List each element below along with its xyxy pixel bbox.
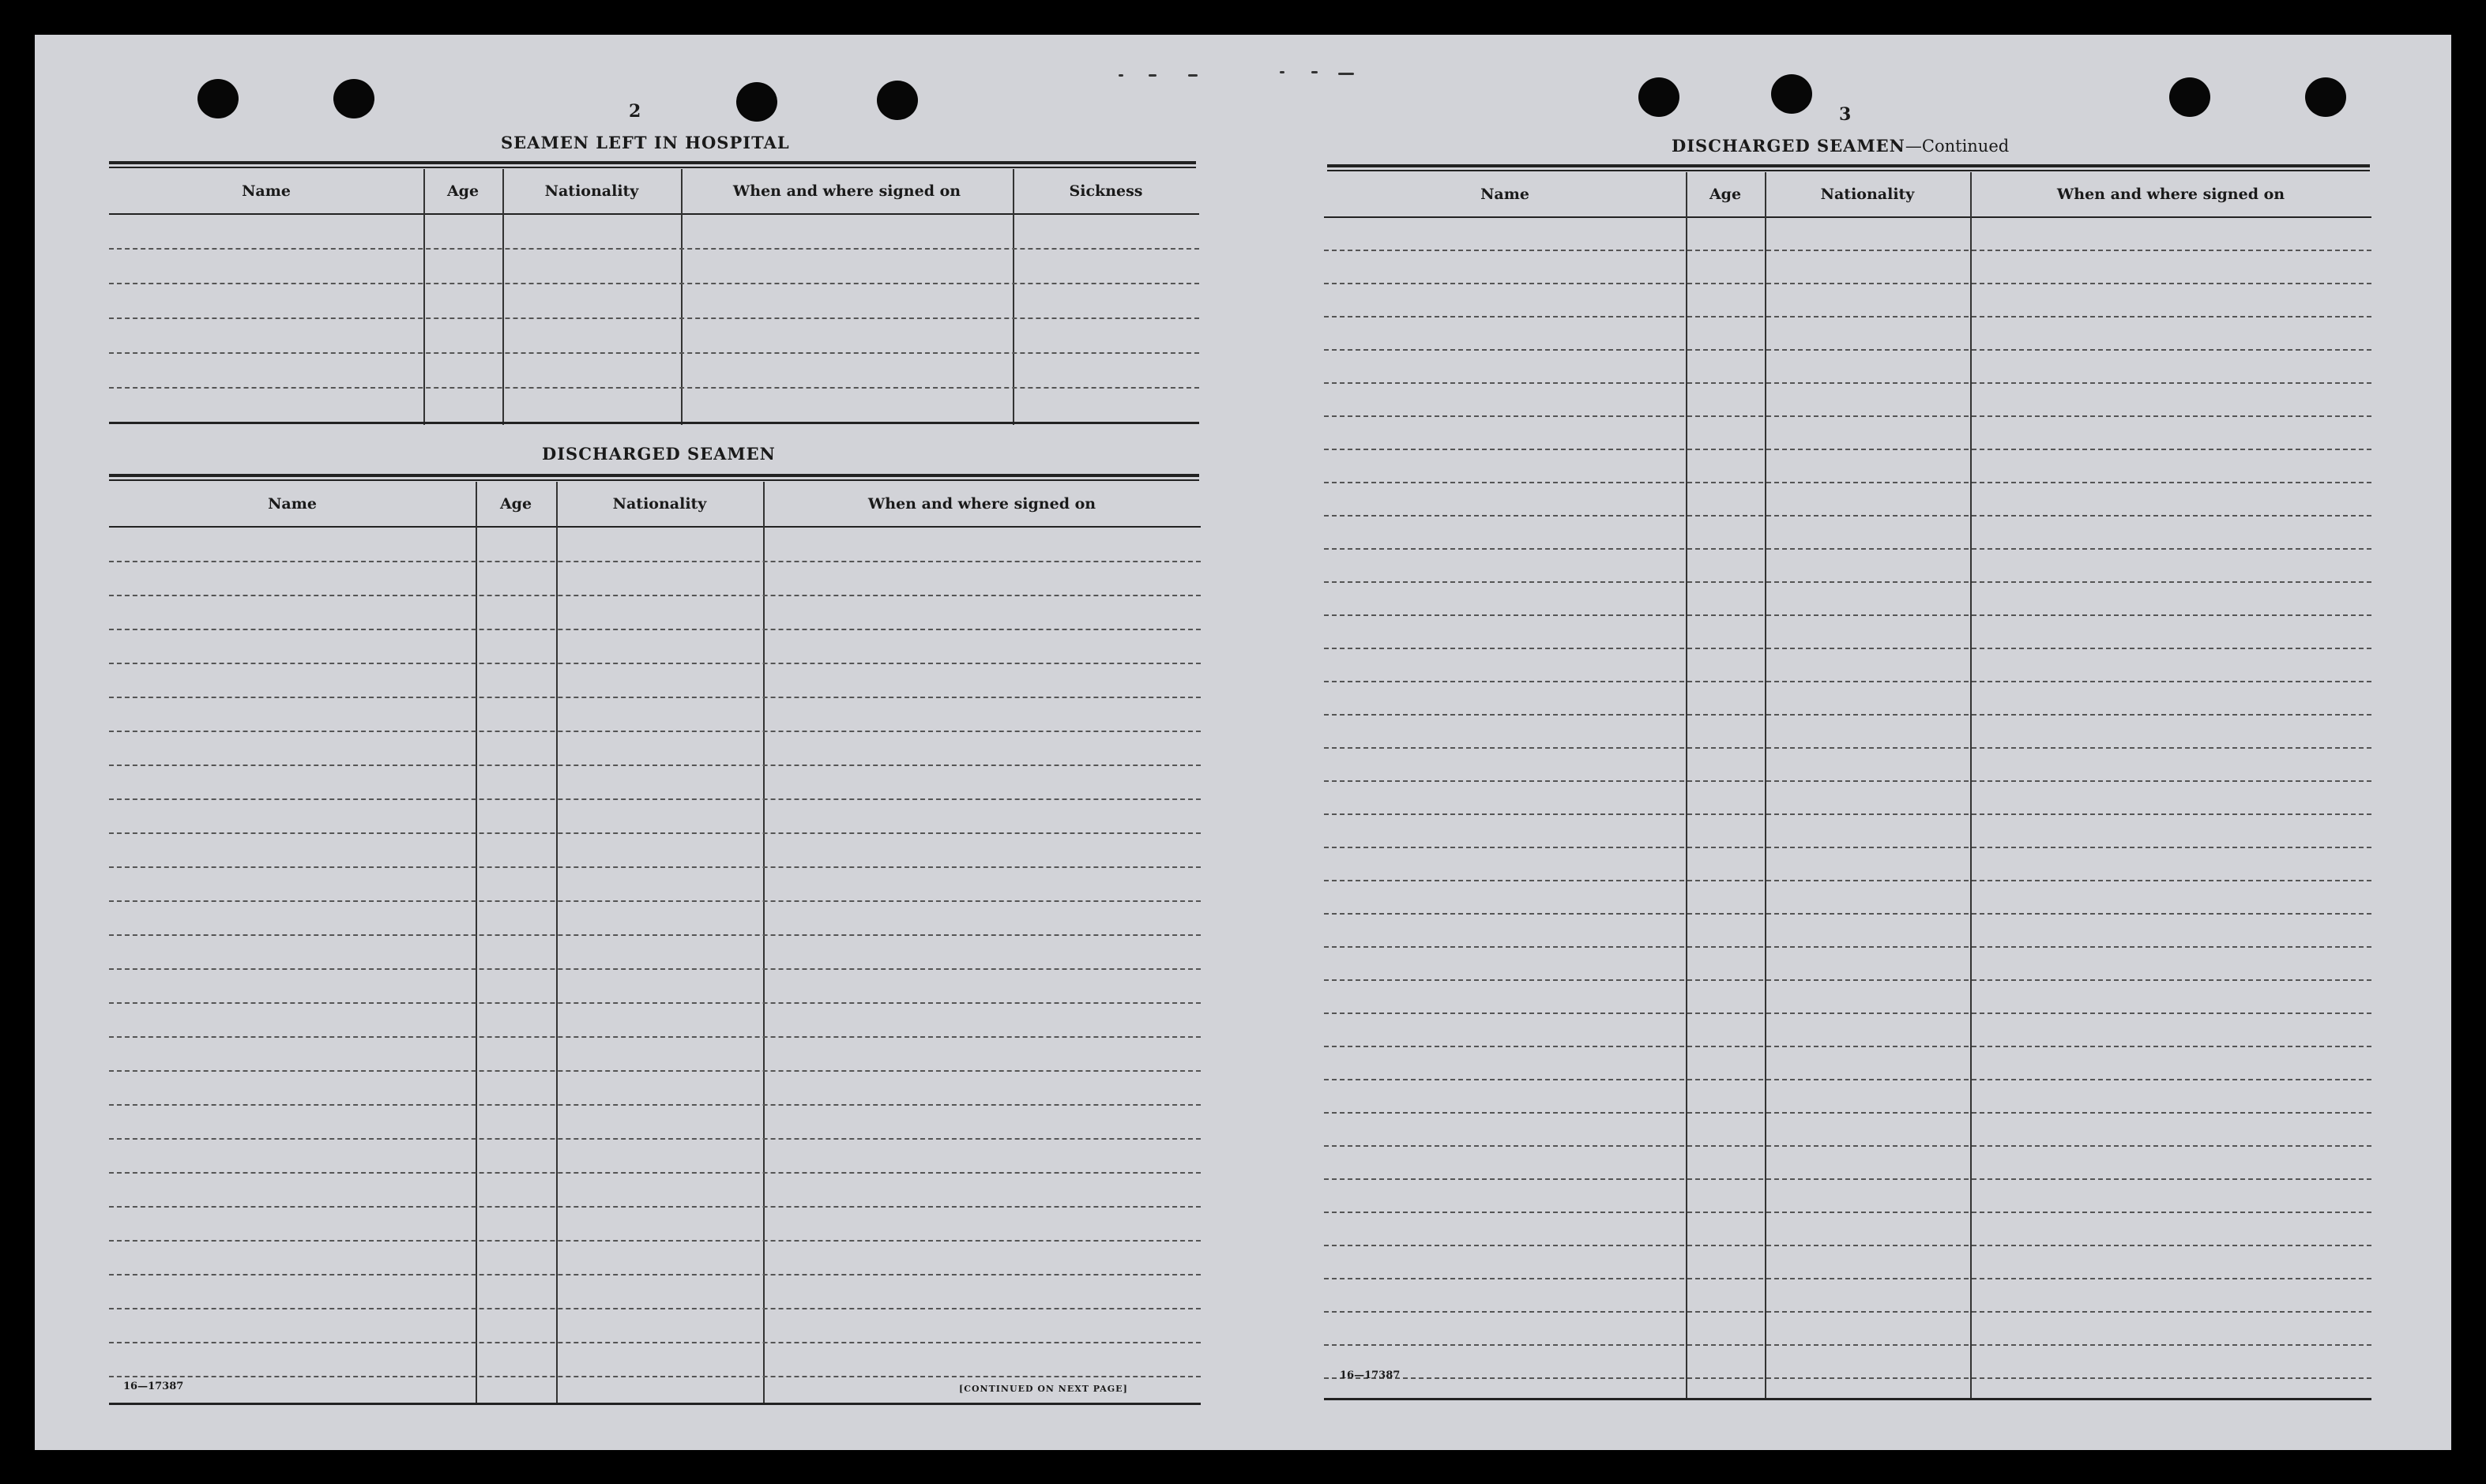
table-row (109, 595, 1201, 596)
section-rule (109, 161, 1196, 168)
table-row (1324, 648, 2371, 649)
table-row (109, 1206, 1201, 1208)
table-bottom-rule (1324, 1398, 2371, 1400)
table-row (1324, 482, 2371, 483)
table-row (1324, 1145, 2371, 1147)
column-divider (1686, 172, 1687, 1398)
discharged-continued-table (1324, 172, 2371, 1401)
table-row (1324, 449, 2371, 450)
table-row (1324, 1046, 2371, 1047)
column-divider (1765, 172, 1766, 1398)
punch-hole (736, 82, 777, 122)
table-row (109, 866, 1201, 868)
column-divider (763, 482, 765, 1403)
table-row (1324, 382, 2371, 384)
table-row (1324, 747, 2371, 749)
table-row (109, 1308, 1201, 1309)
column-header-sickness: Sickness (1069, 182, 1143, 200)
section-rule (1327, 164, 2370, 171)
table-row (1324, 979, 2371, 981)
table-row (109, 1002, 1201, 1004)
table-row (1324, 946, 2371, 948)
section-title-text: DISCHARGED SEAMEN (1672, 136, 1905, 156)
ink-mark (1311, 71, 1318, 73)
table-row (1324, 1377, 2371, 1379)
table-row (109, 1138, 1201, 1140)
table-header (1324, 172, 2371, 218)
table-row (1324, 847, 2371, 848)
continued-note: [CONTINUED ON NEXT PAGE] (959, 1384, 1128, 1394)
column-divider (1970, 172, 1972, 1398)
column-divider (476, 482, 477, 1403)
column-header-signed-on: When and where signed on (2056, 186, 2285, 203)
table-row (1324, 283, 2371, 284)
ink-mark (1119, 74, 1123, 77)
table-row (1324, 515, 2371, 517)
table-row (109, 934, 1201, 936)
table-bottom-rule (109, 1403, 1201, 1405)
discharged-section-title: DISCHARGED SEAMEN (542, 444, 776, 464)
table-row (109, 629, 1201, 630)
table-row (109, 765, 1201, 766)
form-number: 16—17387 (123, 1381, 184, 1392)
table-row (1324, 581, 2371, 583)
table-row (1324, 349, 2371, 351)
column-header-age: Age (1709, 186, 1742, 203)
column-header-nationality: Nationality (544, 182, 639, 200)
table-row (1324, 415, 2371, 417)
punch-hole (333, 79, 374, 118)
table-bottom-rule (109, 422, 1199, 424)
hospital-table (109, 169, 1199, 425)
table-row (1324, 548, 2371, 550)
table-row (1324, 681, 2371, 682)
table-row (109, 1274, 1201, 1275)
table-row (1324, 1079, 2371, 1080)
table-row (109, 1376, 1201, 1377)
table-row (1324, 880, 2371, 881)
ink-mark (1149, 74, 1156, 77)
table-row (109, 352, 1199, 354)
table-row (1324, 813, 2371, 815)
section-title-suffix: —Continued (1905, 137, 2010, 156)
page-number: 2 (629, 101, 641, 122)
table-row (109, 1104, 1201, 1106)
column-divider (556, 482, 558, 1403)
document-sheet (35, 35, 2451, 1450)
table-row (109, 731, 1201, 732)
table-row (1324, 614, 2371, 616)
discharged-table (109, 482, 1201, 1406)
column-header-signed-on: When and where signed on (867, 495, 1096, 513)
table-row (1324, 1178, 2371, 1180)
table-row (109, 317, 1199, 319)
ink-mark (1188, 74, 1198, 77)
table-header (109, 169, 1199, 215)
table-row (109, 968, 1201, 970)
table-row (1324, 714, 2371, 716)
table-row (109, 1036, 1201, 1038)
column-header-name: Name (1480, 186, 1529, 203)
punch-hole (877, 81, 918, 120)
table-row (109, 1172, 1201, 1174)
table-row (1324, 1311, 2371, 1313)
table-row (109, 1240, 1201, 1242)
punch-hole (1638, 77, 1679, 117)
table-row (109, 561, 1201, 562)
column-header-nationality: Nationality (1820, 186, 1915, 203)
column-header-age: Age (446, 182, 480, 200)
table-row (1324, 250, 2371, 251)
column-header-name: Name (242, 182, 291, 200)
column-header-signed-on: When and where signed on (732, 182, 961, 200)
table-row (1324, 1013, 2371, 1014)
table-row (109, 900, 1201, 902)
table-row (1324, 1112, 2371, 1114)
table-row (109, 663, 1201, 664)
ink-mark (1280, 71, 1284, 73)
table-row (109, 1342, 1201, 1343)
table-row (1324, 780, 2371, 782)
punch-hole (2169, 77, 2210, 117)
table-row (1324, 1344, 2371, 1346)
column-header-nationality: Nationality (612, 495, 707, 513)
table-row (109, 1070, 1201, 1072)
punch-hole (1771, 74, 1812, 114)
table-header (109, 482, 1201, 528)
punch-hole (2305, 77, 2346, 117)
table-row (109, 798, 1201, 800)
table-row (109, 387, 1199, 389)
ink-mark (1338, 73, 1354, 75)
form-number: 16—17387 (1340, 1369, 1401, 1381)
discharged-continued-title (1672, 136, 2009, 156)
column-header-age: Age (499, 495, 532, 513)
page-number: 3 (1839, 104, 1852, 125)
hospital-section-title: SEAMEN LEFT IN HOSPITAL (501, 133, 790, 152)
section-rule (109, 474, 1199, 481)
table-row (1324, 1278, 2371, 1279)
column-header-name: Name (268, 495, 317, 513)
table-row (109, 832, 1201, 834)
table-row (1324, 1212, 2371, 1213)
table-row (1324, 1245, 2371, 1246)
punch-hole (197, 79, 239, 118)
table-row (109, 283, 1199, 284)
table-row (1324, 913, 2371, 915)
table-row (109, 697, 1201, 698)
table-row (1324, 316, 2371, 317)
table-row (109, 248, 1199, 250)
